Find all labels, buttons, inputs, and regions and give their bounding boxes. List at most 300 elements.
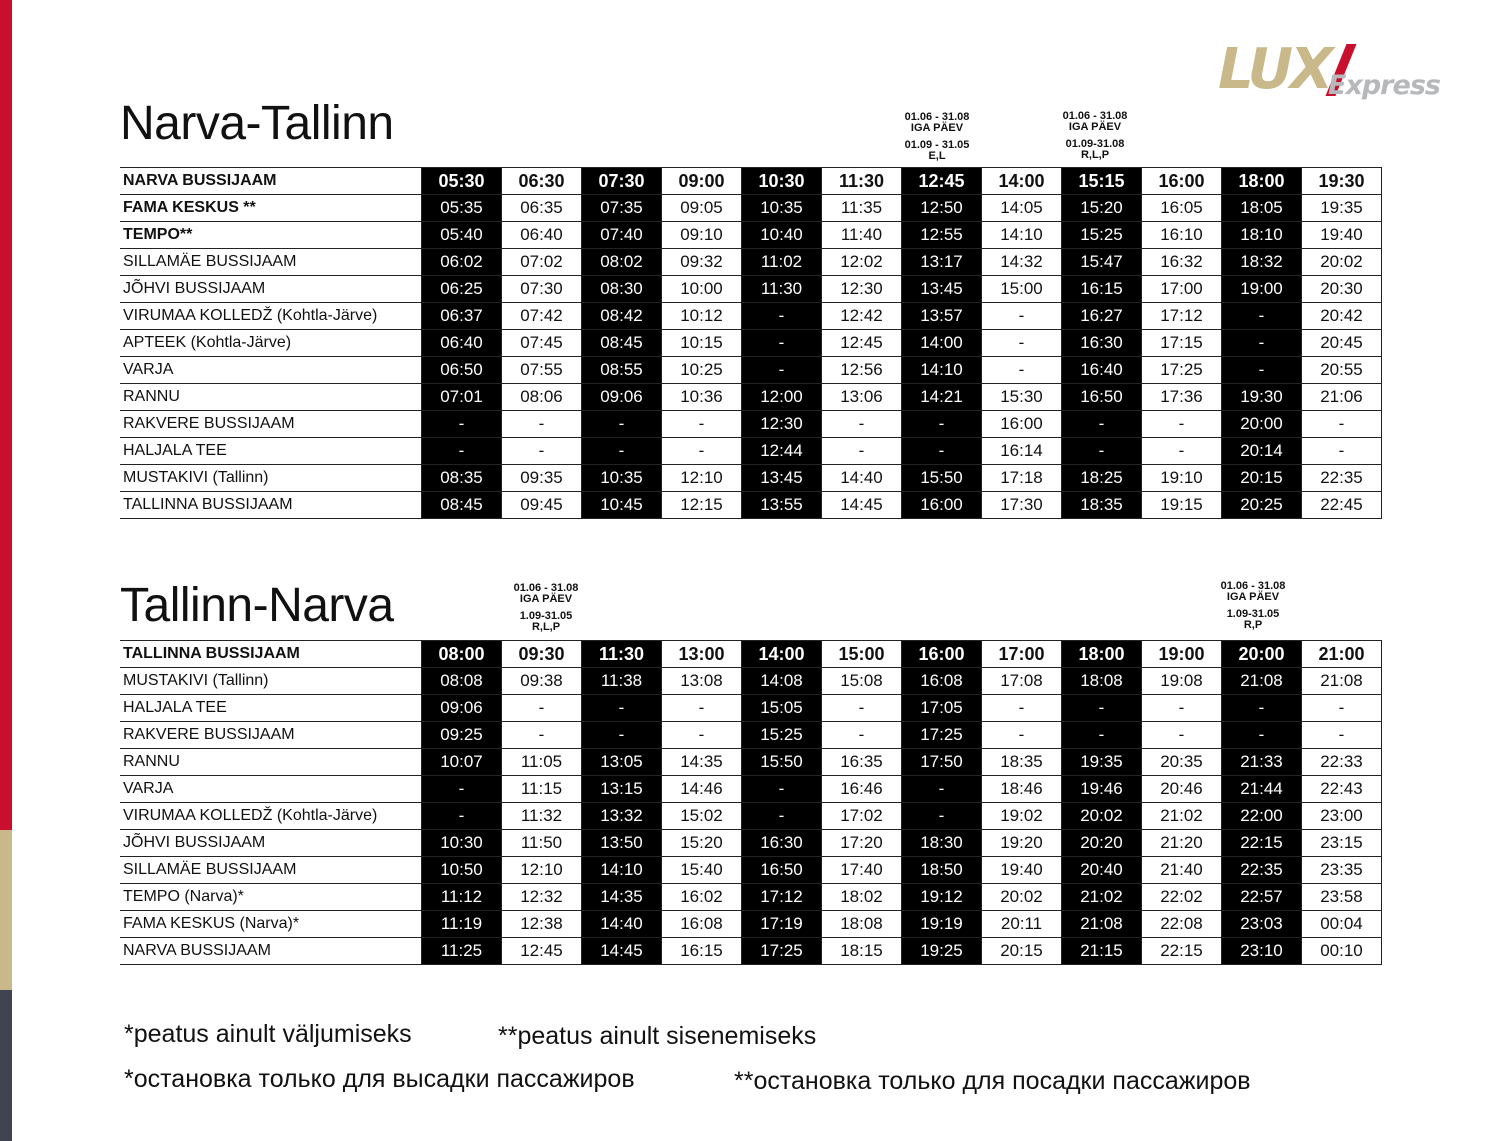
departure-time-cell: 17:00: [1142, 276, 1222, 303]
departure-time-cell: 12:50: [902, 195, 982, 222]
departure-time-cell: 17:30: [982, 492, 1062, 519]
departure-time-cell: 13:06: [822, 384, 902, 411]
departure-time-cell: -: [902, 411, 982, 438]
departure-time-cell: 11:25: [422, 938, 502, 965]
departure-time-header: 13:00: [662, 641, 742, 668]
logo-express-text: Express: [1328, 70, 1440, 101]
departure-time-cell: 22:08: [1142, 911, 1222, 938]
departure-time-cell: -: [982, 330, 1062, 357]
departure-time-cell: 21:08: [1222, 668, 1302, 695]
departure-time-cell: 11:38: [582, 668, 662, 695]
departure-time-cell: 12:44: [742, 438, 822, 465]
departure-time-header: 14:00: [982, 168, 1062, 195]
timetable-row: [120, 357, 1382, 384]
departure-time-cell: -: [982, 722, 1062, 749]
departure-time-cell: -: [1222, 722, 1302, 749]
departure-time-cell: 17:18: [982, 465, 1062, 492]
stop-name: HALJALA TEE: [120, 438, 422, 465]
note-line: 1.09-31.05: [1226, 608, 1280, 620]
departure-time-cell: 19:40: [1302, 222, 1382, 249]
departure-time-cell: 00:10: [1302, 938, 1382, 965]
departure-time-cell: -: [662, 722, 742, 749]
departure-time-cell: 17:25: [902, 722, 982, 749]
departure-time-cell: 21:15: [1062, 938, 1142, 965]
departure-time-cell: 10:45: [582, 492, 662, 519]
departure-time-cell: 05:40: [422, 222, 502, 249]
departure-time-cell: 08:08: [422, 668, 502, 695]
departure-time-header: 06:30: [502, 168, 582, 195]
departure-time-cell: 08:02: [582, 249, 662, 276]
note-line: 01.09 - 31.05: [904, 139, 970, 151]
departure-time-cell: 20:30: [1302, 276, 1382, 303]
stop-name: VIRUMAA KOLLEDŽ (Kohtla-Järve): [120, 303, 422, 330]
departure-time-cell: 14:10: [982, 222, 1062, 249]
departure-time-cell: 16:00: [982, 411, 1062, 438]
note-line: IGA PÄEV: [910, 122, 964, 134]
timetable-row: [120, 195, 1382, 222]
departure-time-cell: 19:30: [1222, 384, 1302, 411]
side-stripe-grey: [0, 990, 12, 1141]
timetable-row: [120, 776, 1382, 803]
departure-time-cell: 06:37: [422, 303, 502, 330]
footnote-ru-alighting: *остановка только для высадки пассажиров: [124, 1065, 635, 1093]
departure-time-cell: 20:02: [982, 884, 1062, 911]
departure-time-cell: 12:56: [822, 357, 902, 384]
departure-time-cell: -: [1062, 722, 1142, 749]
departure-time-cell: -: [1302, 722, 1382, 749]
departure-time-cell: 22:45: [1302, 492, 1382, 519]
departure-time-cell: 18:25: [1062, 465, 1142, 492]
departure-time-cell: 06:40: [502, 222, 582, 249]
departure-time-cell: -: [742, 303, 822, 330]
departure-time-cell: 11:50: [502, 830, 582, 857]
note-0930: [491, 583, 601, 633]
timetable-row: [120, 830, 1382, 857]
stop-name: JÕHVI BUSSIJAAM: [120, 276, 422, 303]
departure-time-header: 11:30: [582, 641, 662, 668]
departure-time-cell: -: [1222, 303, 1302, 330]
departure-time-cell: -: [1142, 722, 1222, 749]
departure-time-cell: 17:50: [902, 749, 982, 776]
lux-express-logo: [1218, 37, 1440, 110]
departure-time-cell: 14:45: [582, 938, 662, 965]
departure-time-cell: 17:15: [1142, 330, 1222, 357]
timetable-row: [120, 884, 1382, 911]
departure-time-cell: 20:46: [1142, 776, 1222, 803]
departure-time-cell: -: [582, 438, 662, 465]
departure-time-cell: 09:06: [422, 695, 502, 722]
stop-name: TALLINNA BUSSIJAAM: [120, 641, 422, 668]
departure-time-cell: 23:15: [1302, 830, 1382, 857]
departure-time-cell: 22:15: [1142, 938, 1222, 965]
departure-time-cell: 21:02: [1142, 803, 1222, 830]
departure-time-cell: 15:08: [822, 668, 902, 695]
departure-time-cell: 20:20: [1062, 830, 1142, 857]
timetable-row: [120, 668, 1382, 695]
departure-time-cell: 22:02: [1142, 884, 1222, 911]
departure-time-cell: 23:00: [1302, 803, 1382, 830]
departure-time-cell: 15:47: [1062, 249, 1142, 276]
departure-time-cell: 20:35: [1142, 749, 1222, 776]
departure-time-cell: 07:02: [502, 249, 582, 276]
departure-time-cell: 23:03: [1222, 911, 1302, 938]
departure-time-header: 07:30: [582, 168, 662, 195]
departure-time-cell: 06:35: [502, 195, 582, 222]
departure-time-cell: -: [1062, 411, 1142, 438]
departure-time-cell: 23:58: [1302, 884, 1382, 911]
departure-time-cell: 17:08: [982, 668, 1062, 695]
departure-time-cell: 12:00: [742, 384, 822, 411]
departure-time-cell: -: [502, 722, 582, 749]
departure-time-cell: 20:40: [1062, 857, 1142, 884]
departure-time-cell: -: [1222, 330, 1302, 357]
departure-time-cell: 16:30: [1062, 330, 1142, 357]
departure-time-cell: -: [822, 438, 902, 465]
timetable-row: [120, 911, 1382, 938]
departure-time-cell: 20:15: [1222, 465, 1302, 492]
departure-time-cell: 19:10: [1142, 465, 1222, 492]
departure-time-header: 17:00: [982, 641, 1062, 668]
departure-time-cell: -: [502, 411, 582, 438]
narva-tallinn-timetable: [120, 167, 1382, 519]
timetable-header-row: [120, 168, 1382, 195]
departure-time-cell: -: [1062, 695, 1142, 722]
departure-time-cell: 22:35: [1222, 857, 1302, 884]
departure-time-cell: 16:15: [662, 938, 742, 965]
note-line: 01.06 - 31.08: [1220, 580, 1286, 592]
departure-time-cell: 20:45: [1302, 330, 1382, 357]
departure-time-cell: -: [662, 695, 742, 722]
departure-time-cell: 16:40: [1062, 357, 1142, 384]
departure-time-cell: 21:20: [1142, 830, 1222, 857]
departure-time-cell: 15:25: [1062, 222, 1142, 249]
departure-time-cell: 15:50: [742, 749, 822, 776]
departure-time-cell: 14:05: [982, 195, 1062, 222]
departure-time-header: 21:00: [1302, 641, 1382, 668]
stop-name: NARVA BUSSIJAAM: [120, 168, 422, 195]
departure-time-cell: 06:02: [422, 249, 502, 276]
departure-time-cell: -: [582, 411, 662, 438]
stop-name: MUSTAKIVI (Tallinn): [120, 668, 422, 695]
departure-time-cell: -: [982, 303, 1062, 330]
timetable-row: [120, 938, 1382, 965]
departure-time-cell: 19:08: [1142, 668, 1222, 695]
departure-time-cell: 20:42: [1302, 303, 1382, 330]
departure-time-cell: 13:17: [902, 249, 982, 276]
departure-time-cell: 19:46: [1062, 776, 1142, 803]
departure-time-cell: 18:35: [1062, 492, 1142, 519]
departure-time-cell: 12:10: [502, 857, 582, 884]
departure-time-header: 20:00: [1222, 641, 1302, 668]
timetable-row: [120, 695, 1382, 722]
departure-time-cell: 11:30: [742, 276, 822, 303]
stop-name: RANNU: [120, 384, 422, 411]
note-line: E,L: [928, 150, 946, 162]
departure-time-cell: -: [982, 695, 1062, 722]
departure-time-cell: 10:35: [582, 465, 662, 492]
departure-time-cell: -: [742, 776, 822, 803]
stop-name: HALJALA TEE: [120, 695, 422, 722]
timetable-row: [120, 276, 1382, 303]
departure-time-cell: 12:45: [502, 938, 582, 965]
departure-time-cell: 14:40: [582, 911, 662, 938]
departure-time-cell: 15:00: [982, 276, 1062, 303]
departure-time-cell: 11:05: [502, 749, 582, 776]
stop-name: APTEEK (Kohtla-Järve): [120, 330, 422, 357]
departure-time-cell: 23:10: [1222, 938, 1302, 965]
side-stripe-gold: [0, 830, 12, 990]
note-line: 1.09-31.05: [519, 610, 573, 622]
departure-time-cell: 18:15: [822, 938, 902, 965]
departure-time-cell: 13:08: [662, 668, 742, 695]
departure-time-cell: 11:32: [502, 803, 582, 830]
departure-time-cell: 18:30: [902, 830, 982, 857]
departure-time-cell: 17:25: [1142, 357, 1222, 384]
departure-time-cell: 09:25: [422, 722, 502, 749]
departure-time-header: 14:00: [742, 641, 822, 668]
departure-time-cell: -: [742, 803, 822, 830]
departure-time-cell: 09:05: [662, 195, 742, 222]
departure-time-cell: 17:05: [902, 695, 982, 722]
departure-time-cell: 17:36: [1142, 384, 1222, 411]
departure-time-cell: -: [982, 357, 1062, 384]
departure-time-cell: 16:35: [822, 749, 902, 776]
note-line: 01.06 - 31.08: [513, 582, 579, 594]
departure-time-cell: 15:30: [982, 384, 1062, 411]
departure-time-cell: 18:08: [822, 911, 902, 938]
stop-name: MUSTAKIVI (Tallinn): [120, 465, 422, 492]
stop-name: FAMA KESKUS **: [120, 195, 422, 222]
departure-time-cell: 10:40: [742, 222, 822, 249]
departure-time-cell: 14:10: [902, 357, 982, 384]
departure-time-cell: 06:25: [422, 276, 502, 303]
stop-name: TEMPO (Narva)*: [120, 884, 422, 911]
departure-time-cell: -: [902, 438, 982, 465]
departure-time-cell: 17:12: [742, 884, 822, 911]
departure-time-cell: 21:08: [1302, 668, 1382, 695]
departure-time-cell: -: [502, 695, 582, 722]
departure-time-cell: 14:40: [822, 465, 902, 492]
departure-time-cell: 18:02: [822, 884, 902, 911]
departure-time-cell: 07:30: [502, 276, 582, 303]
departure-time-cell: 16:08: [902, 668, 982, 695]
departure-time-cell: 16:15: [1062, 276, 1142, 303]
departure-time-cell: -: [822, 411, 902, 438]
departure-time-cell: 22:43: [1302, 776, 1382, 803]
departure-time-cell: 12:32: [502, 884, 582, 911]
departure-time-cell: 10:36: [662, 384, 742, 411]
departure-time-header: 10:30: [742, 168, 822, 195]
departure-time-cell: 21:40: [1142, 857, 1222, 884]
departure-time-cell: -: [662, 438, 742, 465]
departure-time-header: 16:00: [902, 641, 982, 668]
departure-time-header: 18:00: [1062, 641, 1142, 668]
departure-time-cell: 07:55: [502, 357, 582, 384]
departure-time-cell: -: [742, 330, 822, 357]
timetable-row: [120, 803, 1382, 830]
timetable-row: [120, 492, 1382, 519]
departure-time-cell: 07:42: [502, 303, 582, 330]
departure-time-cell: 15:20: [662, 830, 742, 857]
timetable-row: [120, 411, 1382, 438]
departure-time-cell: 16:50: [1062, 384, 1142, 411]
departure-time-cell: -: [1142, 695, 1222, 722]
departure-time-cell: 20:00: [1222, 411, 1302, 438]
departure-time-header: 05:30: [422, 168, 502, 195]
note-line: 01.06 - 31.08: [904, 111, 970, 123]
departure-time-cell: -: [582, 695, 662, 722]
departure-time-cell: 08:35: [422, 465, 502, 492]
note-line: 01.06 - 31.08: [1062, 110, 1128, 122]
departure-time-cell: 14:10: [582, 857, 662, 884]
departure-time-cell: 07:40: [582, 222, 662, 249]
departure-time-cell: 20:55: [1302, 357, 1382, 384]
departure-time-cell: -: [902, 776, 982, 803]
timetable-row: [120, 330, 1382, 357]
stop-name: VARJA: [120, 776, 422, 803]
departure-time-header: 08:00: [422, 641, 502, 668]
departure-time-cell: 16:14: [982, 438, 1062, 465]
note-1515: [1040, 111, 1150, 161]
stop-name: JÕHVI BUSSIJAAM: [120, 830, 422, 857]
footnote-ru-boarding: **остановка только для посадки пассажиров: [734, 1067, 1251, 1095]
departure-time-cell: -: [582, 722, 662, 749]
departure-time-cell: 22:00: [1222, 803, 1302, 830]
departure-time-cell: 08:45: [582, 330, 662, 357]
departure-time-cell: 16:50: [742, 857, 822, 884]
departure-time-cell: 18:50: [902, 857, 982, 884]
departure-time-cell: 18:35: [982, 749, 1062, 776]
departure-time-cell: 12:42: [822, 303, 902, 330]
note-line: IGA PÄEV: [1226, 591, 1280, 603]
departure-time-cell: 15:20: [1062, 195, 1142, 222]
timetable-row: [120, 465, 1382, 492]
departure-time-cell: 07:35: [582, 195, 662, 222]
departure-time-cell: 11:15: [502, 776, 582, 803]
departure-time-header: 11:30: [822, 168, 902, 195]
departure-time-cell: 18:32: [1222, 249, 1302, 276]
departure-time-cell: 16:00: [902, 492, 982, 519]
departure-time-cell: 11:12: [422, 884, 502, 911]
departure-time-cell: 19:00: [1222, 276, 1302, 303]
departure-time-cell: 13:57: [902, 303, 982, 330]
departure-time-cell: 09:10: [662, 222, 742, 249]
logo-lux-text: LUX: [1218, 37, 1331, 102]
departure-time-cell: 15:25: [742, 722, 822, 749]
departure-time-cell: 19:15: [1142, 492, 1222, 519]
note-1245: [882, 112, 992, 162]
note-line: IGA PÄEV: [519, 593, 573, 605]
departure-time-cell: 19:12: [902, 884, 982, 911]
note-line: IGA PÄEV: [1068, 121, 1122, 133]
departure-time-cell: 10:15: [662, 330, 742, 357]
note-line: 01.09-31.08: [1065, 138, 1125, 150]
departure-time-cell: -: [822, 695, 902, 722]
departure-time-cell: 18:46: [982, 776, 1062, 803]
departure-time-cell: 12:30: [822, 276, 902, 303]
departure-time-cell: 06:50: [422, 357, 502, 384]
departure-time-cell: 13:15: [582, 776, 662, 803]
departure-time-cell: 20:02: [1062, 803, 1142, 830]
stop-name: RANNU: [120, 749, 422, 776]
departure-time-cell: 15:02: [662, 803, 742, 830]
departure-time-cell: 11:40: [822, 222, 902, 249]
departure-time-cell: -: [1062, 438, 1142, 465]
departure-time-header: 16:00: [1142, 168, 1222, 195]
departure-time-cell: 13:32: [582, 803, 662, 830]
footnote-et-alighting: *peatus ainult väljumiseks: [124, 1020, 412, 1048]
departure-time-cell: 07:01: [422, 384, 502, 411]
departure-time-cell: 14:32: [982, 249, 1062, 276]
departure-time-cell: 20:14: [1222, 438, 1302, 465]
departure-time-cell: 21:44: [1222, 776, 1302, 803]
departure-time-cell: -: [422, 438, 502, 465]
timetable-row: [120, 722, 1382, 749]
departure-time-cell: -: [1302, 411, 1382, 438]
departure-time-cell: 10:30: [422, 830, 502, 857]
note-line: R,L,P: [1080, 149, 1110, 161]
timetable-row: [120, 749, 1382, 776]
departure-time-cell: 09:45: [502, 492, 582, 519]
departure-time-cell: 19:20: [982, 830, 1062, 857]
departure-time-cell: 21:02: [1062, 884, 1142, 911]
stop-name: VARJA: [120, 357, 422, 384]
stop-name: VIRUMAA KOLLEDŽ (Kohtla-Järve): [120, 803, 422, 830]
timetable-row: [120, 249, 1382, 276]
stop-name: NARVA BUSSIJAAM: [120, 938, 422, 965]
departure-time-cell: 16:46: [822, 776, 902, 803]
departure-time-cell: 09:35: [502, 465, 582, 492]
timetable-row: [120, 384, 1382, 411]
departure-time-cell: -: [422, 411, 502, 438]
departure-time-cell: 20:02: [1302, 249, 1382, 276]
departure-time-cell: 23:35: [1302, 857, 1382, 884]
departure-time-cell: 19:25: [902, 938, 982, 965]
departure-time-cell: 20:15: [982, 938, 1062, 965]
departure-time-cell: 13:05: [582, 749, 662, 776]
narva-tallinn-title: Narva-Tallinn: [120, 97, 394, 150]
departure-time-cell: -: [822, 722, 902, 749]
departure-time-cell: 08:55: [582, 357, 662, 384]
stop-name: SILLAMÄE BUSSIJAAM: [120, 857, 422, 884]
departure-time-cell: 13:45: [742, 465, 822, 492]
departure-time-cell: -: [1222, 357, 1302, 384]
stop-name: TEMPO**: [120, 222, 422, 249]
departure-time-cell: 15:50: [902, 465, 982, 492]
departure-time-cell: 21:08: [1062, 911, 1142, 938]
departure-time-cell: 18:05: [1222, 195, 1302, 222]
departure-time-cell: 21:06: [1302, 384, 1382, 411]
departure-time-cell: 17:12: [1142, 303, 1222, 330]
timetable-row: [120, 438, 1382, 465]
departure-time-cell: 12:15: [662, 492, 742, 519]
departure-time-cell: 15:05: [742, 695, 822, 722]
departure-time-header: 19:00: [1142, 641, 1222, 668]
departure-time-cell: 07:45: [502, 330, 582, 357]
departure-time-cell: 13:45: [902, 276, 982, 303]
departure-time-cell: -: [422, 803, 502, 830]
departure-time-cell: -: [1142, 411, 1222, 438]
departure-time-cell: 17:02: [822, 803, 902, 830]
departure-time-cell: 15:40: [662, 857, 742, 884]
timetable-row: [120, 222, 1382, 249]
departure-time-cell: 14:45: [822, 492, 902, 519]
departure-time-cell: 14:35: [582, 884, 662, 911]
departure-time-cell: 16:08: [662, 911, 742, 938]
departure-time-cell: 16:02: [662, 884, 742, 911]
departure-time-cell: -: [662, 411, 742, 438]
departure-time-cell: 11:02: [742, 249, 822, 276]
